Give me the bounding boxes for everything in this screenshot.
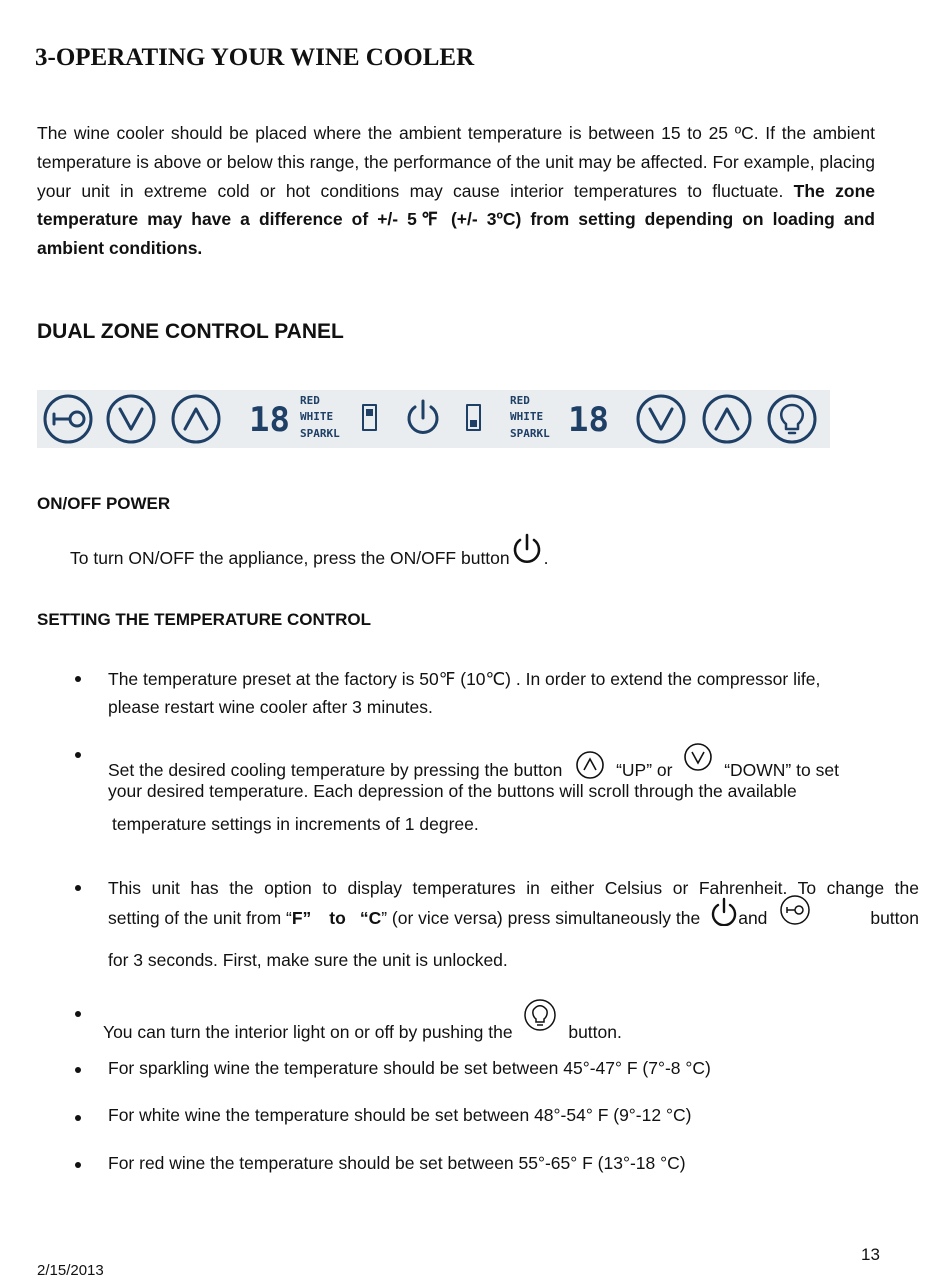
right-temp-display: 18 (568, 400, 609, 440)
intro-paragraph (37, 119, 875, 263)
control-panel (37, 390, 830, 448)
bullet-dot (75, 1115, 81, 1121)
zone-indicator-right-icon (467, 405, 480, 430)
temp-heading: SETTING THE TEMPERATURE CONTROL (37, 610, 372, 629)
right-type-white: WHITE (510, 410, 544, 423)
bullet-sparkling: For sparkling wine the temperature should be set between 45°-47° F (7°-8 °C) (108, 1058, 711, 1078)
bullet-red: For red wine the temperature should be set between 55°-65° F (13°-18 °C) (108, 1153, 686, 1173)
chevron-up-icon (575, 750, 605, 780)
left-type-white: WHITE (300, 410, 334, 423)
power-icon (710, 896, 738, 926)
left-type-sparkl: SPARKL (300, 427, 340, 440)
lock-icon (45, 396, 91, 442)
bullet-set-temperature: Set the desired cooling temperature by pressing the button “UP” or “DOWN” to set (108, 742, 839, 784)
power-icon (409, 401, 437, 432)
bullet-dot (75, 676, 81, 682)
bullet-set-temperature-line3: temperature settings in increments of 1 degree. (112, 814, 479, 834)
page-number: 13 (861, 1245, 880, 1264)
intro-bold-note: The zone temperature may have a difference of +/- 5℉ (+/- 3ºC) from setting depending on loading and ambient conditions. (37, 180, 875, 259)
power-icon (510, 532, 544, 566)
zone-indicator-left-icon (363, 405, 376, 430)
bullet-units-line1: This unit has the option to display temperatures in either Celsius or Fahrenheit. To change the (108, 878, 919, 898)
bullet-interior-light: You can turn the interior light on or off by pushing the button. (103, 998, 622, 1046)
panel-heading: DUAL ZONE CONTROL PANEL (37, 320, 344, 343)
footer-date: 2/15/2013 (37, 1262, 104, 1279)
bullet-units-line2: setting of the unit from “ F” to “C ” (or vice versa) press simultaneously the and button (108, 904, 919, 932)
left-type-red: RED (300, 394, 320, 407)
chevron-up-icon (704, 396, 750, 442)
bullet-dot (75, 885, 81, 891)
bullet-dot (75, 752, 81, 758)
bullet-set-temperature-line2: your desired temperature. Each depression of the buttons will scroll through the available (108, 781, 797, 801)
right-type-red: RED (510, 394, 530, 407)
section-title: 3-OPERATING YOUR WINE COOLER (35, 44, 475, 71)
chevron-down-icon (108, 396, 154, 442)
chevron-up-icon (173, 396, 219, 442)
bullet-dot (75, 1067, 81, 1073)
light-bulb-icon (769, 396, 815, 442)
onoff-heading: ON/OFF POWER (37, 494, 171, 513)
lock-icon (779, 894, 811, 926)
bullet-units-line3: for 3 seconds. First, make sure the unit is unlocked. (108, 950, 508, 970)
chevron-down-icon (683, 742, 713, 772)
onoff-instruction: To turn ON/OFF the appliance, press the ON/OFF button . (70, 530, 549, 586)
bullet-dot (75, 1162, 81, 1168)
bullet-dot (75, 1011, 81, 1017)
intro-text: The wine cooler should be placed where the ambient temperature is between 15 to 25 ºC. If the ambient temperature is above or below this range, the performance of the unit may be affected. For example, placing your unit in extreme cold or hot conditions may cause interior temperatures to fluctuate. (37, 123, 875, 201)
right-type-sparkl: SPARKL (510, 427, 550, 440)
left-temp-display: 18 (249, 400, 290, 440)
light-bulb-icon (523, 998, 557, 1032)
chevron-down-icon (638, 396, 684, 442)
bullet-factory-preset: The temperature preset at the factory is 50℉ (10℃) . In order to extend the compressor life, please restart wine cooler after 3 minutes. (108, 669, 821, 717)
bullet-white: For white wine the temperature should be set between 48°-54° F (9°-12 °C) (108, 1105, 692, 1125)
